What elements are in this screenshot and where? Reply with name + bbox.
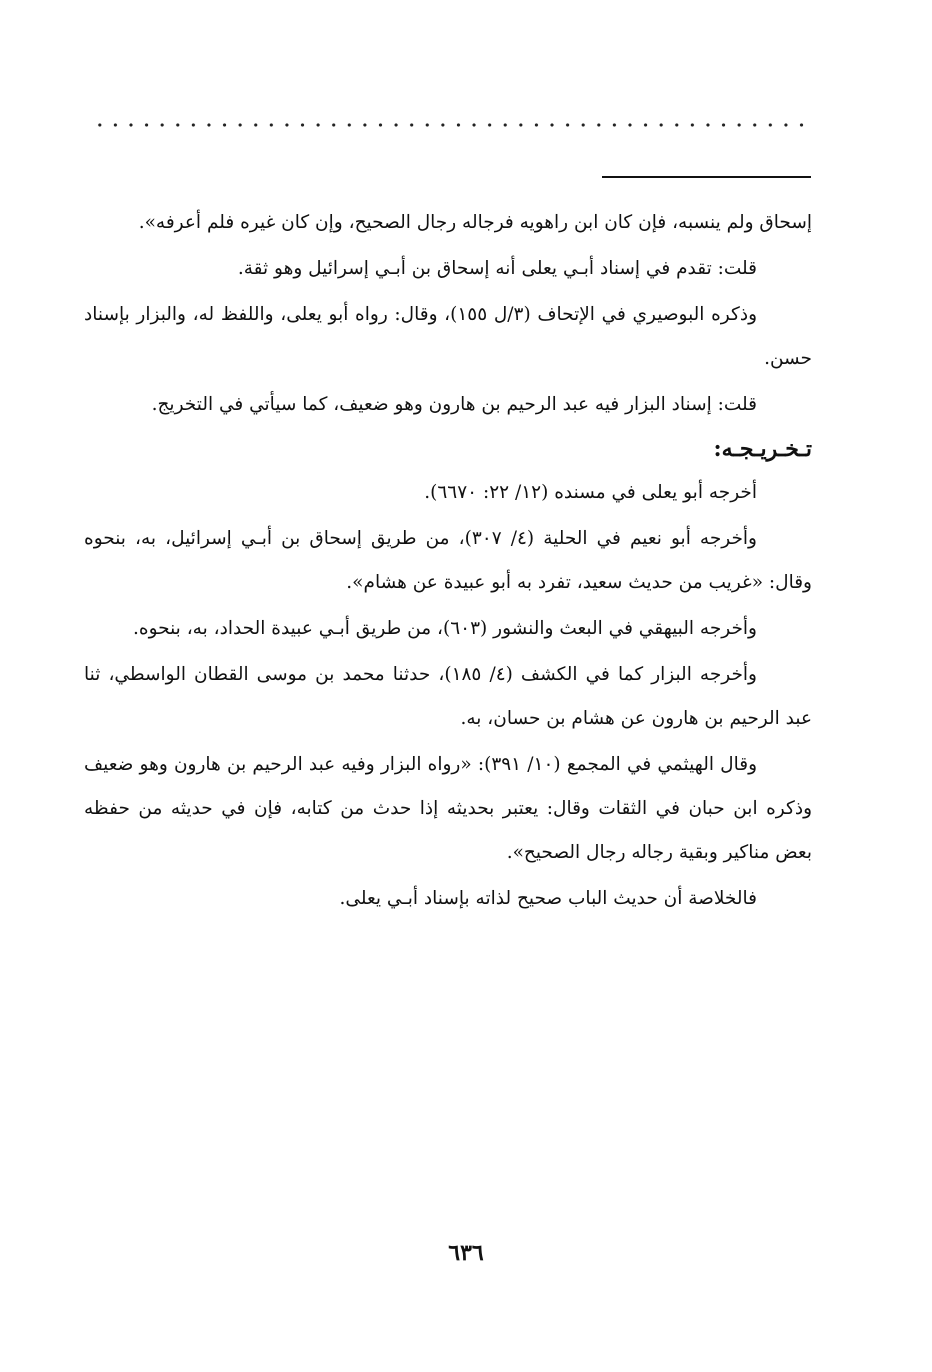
paragraph-bayhaqi: وأخرجه البيهقي في البعث والنشور (٦٠٣)، من طريق أبـي عبيدة الحداد، به، بنحوه. xyxy=(133,618,757,639)
paragraph-abu-yala: أخرجه أبو يعلى في مسنده (١٢/ ٢٢: ٦٦٧٠). xyxy=(424,482,757,503)
section-heading-takhrij: تـخـريـجـه: xyxy=(713,436,812,462)
paragraph-conclusion: فالخلاصة أن حديث الباب صحيح لذاته بإسناد أبـي يعلى. xyxy=(339,888,757,909)
paragraph-bazzar-kashf: وأخرجه البزار كما في الكشف (٤/ ١٨٥)، حدثنا محمد بن موسى القطان الواسطي، ثنا عبد الرحيم بن هارون عن هشام بن حسان، به. xyxy=(84,664,812,729)
paragraph-haythami: وقال الهيثمي في المجمع (١٠/ ٣٩١): «رواه البزار وفيه عبد الرحيم بن هارون وهو ضعيف وذكره ابن حبان في الثقات وقال: يعتبر بحديثه إذا حدث من كتابه، فإن في حديثه من حفظه بعض مناكير وبقية رجاله رجال الصحيح». xyxy=(84,754,812,863)
paragraph-continuation: إسحاق ولم ينسبه، فإن كان ابن راهويه فرجاله رجال الصحيح، وإن كان غيره فلم أعرفه». xyxy=(138,212,812,233)
page-number: ٦٣٦ xyxy=(448,1240,484,1266)
footnote-rule xyxy=(602,176,811,178)
paragraph-busiri: وذكره البوصيري في الإتحاف (٣/ل ١٥٥)، وقال: رواه أبو يعلى، واللفظ له، والبزار بإسناد حسن. xyxy=(84,304,812,369)
paragraph-note-isnad: قلت: تقدم في إسناد أبـي يعلى أنه إسحاق بن أبـي إسرائيل وهو ثقة. xyxy=(237,258,757,279)
paragraph-abu-nuaym: وأخرجه أبو نعيم في الحلية (٤/ ٣٠٧)، من طريق إسحاق بن أبـي إسرائيل، به، بنحوه وقال: «غريب من حديث سعيد، تفرد به أبو عبيدة عن هشام». xyxy=(84,528,812,593)
page-body xyxy=(84,201,812,923)
dotted-separator xyxy=(92,118,814,132)
paragraph-note-bazzar: قلت: إسناد البزار فيه عبد الرحيم بن هارون وهو ضعيف، كما سيأتي في التخريج. xyxy=(151,394,757,415)
